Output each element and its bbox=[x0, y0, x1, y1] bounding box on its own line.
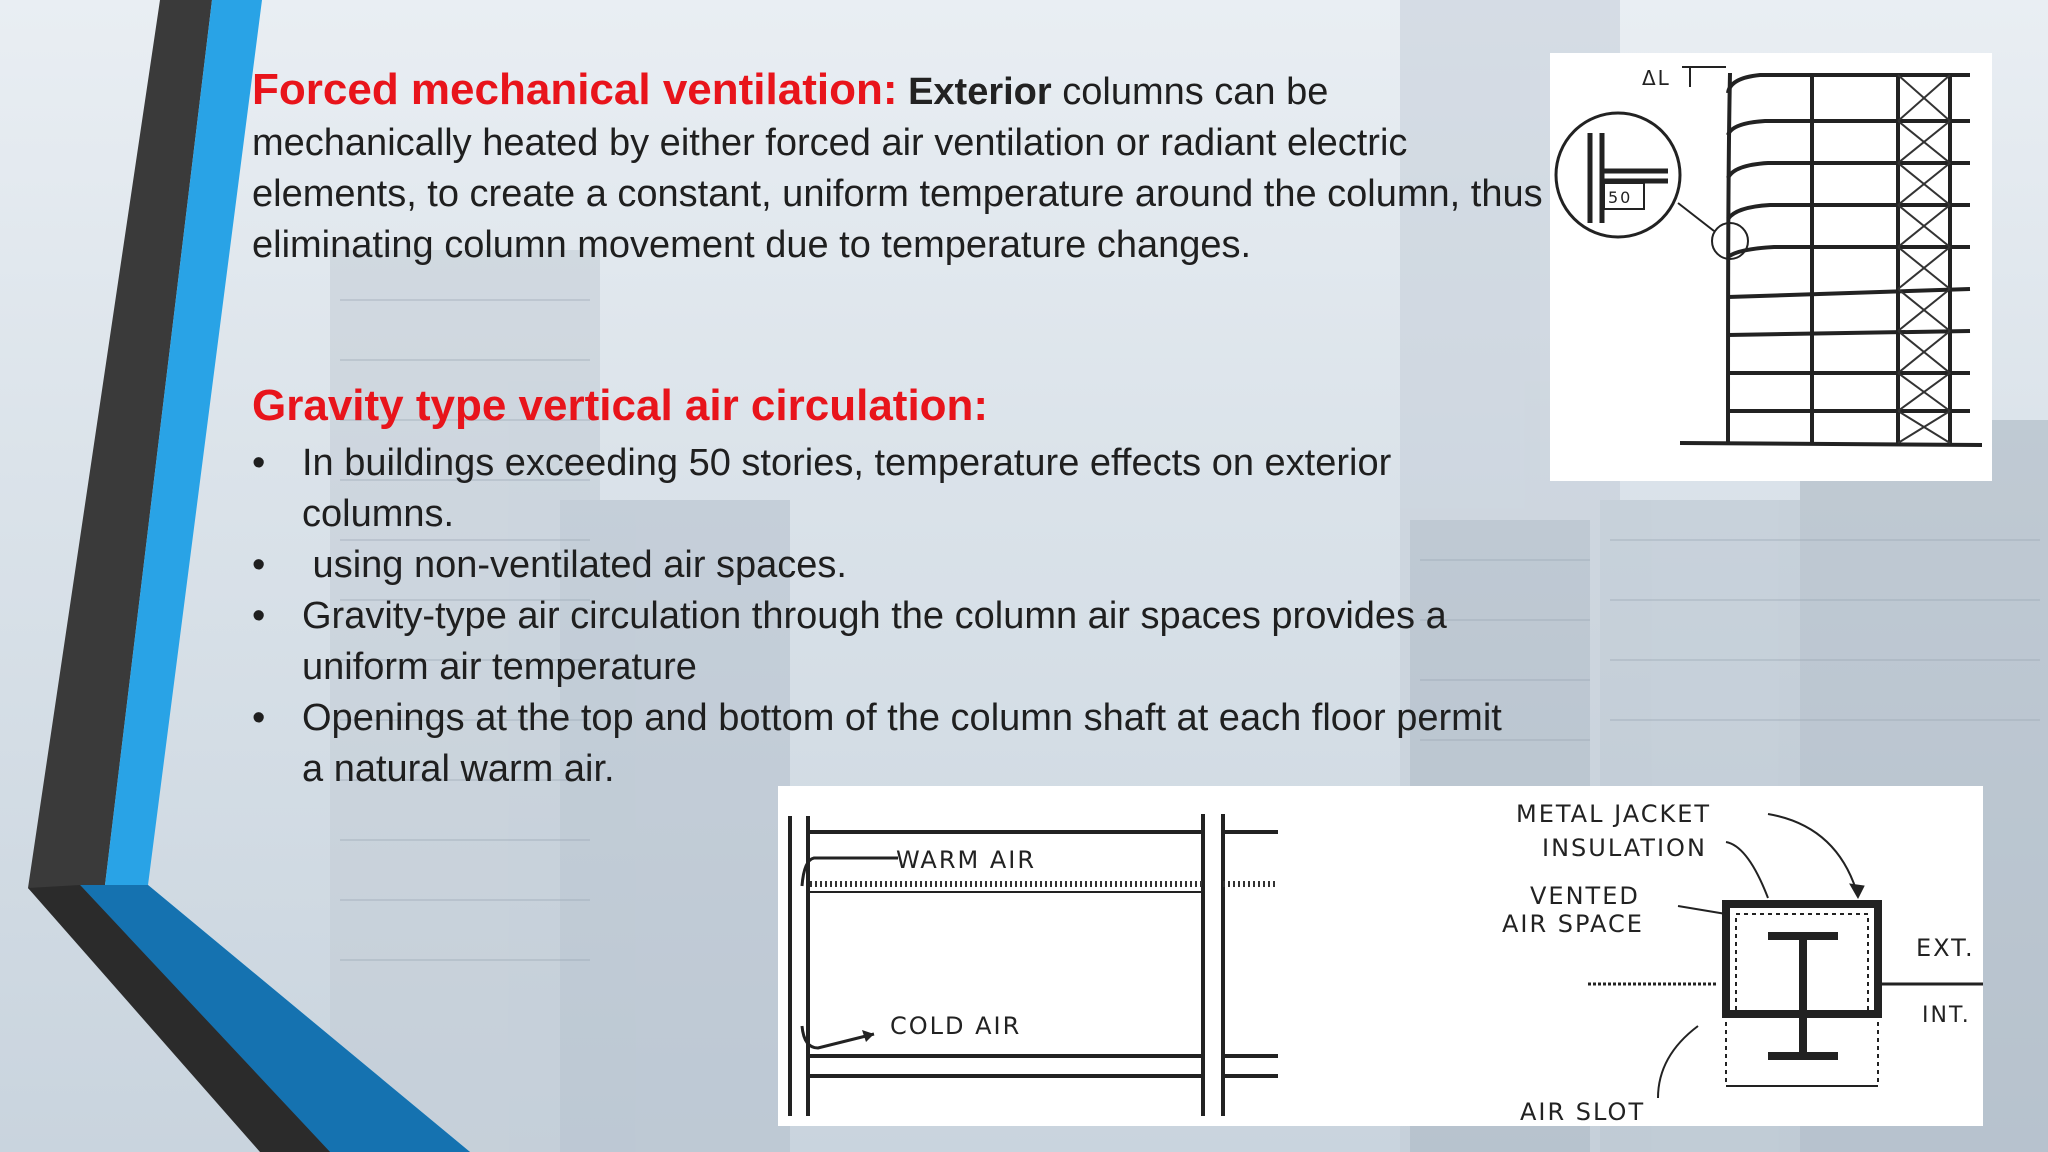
bullet-text: Gravity-type air circulation through the column air spaces provides a uniform air temperature bbox=[302, 595, 1447, 688]
air-circulation-figure bbox=[778, 786, 1983, 1126]
bullet-marker: • bbox=[252, 697, 266, 739]
bullet-marker: • bbox=[252, 442, 266, 484]
air-space-label: AIR SPACE bbox=[1502, 910, 1644, 938]
building-frame-drawing bbox=[1550, 53, 1992, 481]
air-slot-label: AIR SLOT bbox=[1520, 1098, 1646, 1126]
list-item bbox=[252, 540, 1532, 591]
gravity-bullet-list bbox=[252, 438, 1532, 795]
section-gravity-circulation bbox=[252, 380, 1552, 795]
forced-ventilation-paragraph bbox=[252, 64, 1552, 271]
building-frame-figure bbox=[1550, 53, 1992, 481]
column-detail-circle bbox=[1556, 113, 1680, 237]
forced-ventilation-heading: Forced mechanical ventilation: bbox=[252, 65, 898, 114]
bullet-marker: • bbox=[252, 544, 266, 586]
detail-label: 50 bbox=[1608, 188, 1633, 207]
int-label: INT. bbox=[1922, 1003, 1971, 1028]
exterior-bold-word: Exterior bbox=[908, 71, 1052, 113]
bullet-text: Openings at the top and bottom of the column shaft at each floor permit a natural warm air. bbox=[302, 697, 1502, 790]
cold-air-label: COLD AIR bbox=[890, 1012, 1022, 1040]
metal-jacket-label: METAL JACKET bbox=[1516, 800, 1712, 828]
forced-ventilation-text: columns can be mechanically heated by either forced air ventilation or radiant electric elements, to create a constant, uniform temperature around the column, thus eliminating column movement due to temperature changes. bbox=[252, 71, 1543, 266]
bullet-text: In buildings exceeding 50 stories, temperature effects on exterior columns. bbox=[302, 442, 1392, 535]
list-item bbox=[252, 693, 1502, 795]
list-item bbox=[252, 591, 1532, 693]
insulation-label: INSULATION bbox=[1542, 834, 1707, 862]
vented-label: VENTED bbox=[1530, 882, 1640, 910]
delta-l-label: ΔL bbox=[1642, 66, 1671, 90]
list-item bbox=[252, 438, 1532, 540]
section-forced-ventilation bbox=[252, 64, 1552, 271]
warm-air-label: WARM AIR bbox=[896, 846, 1037, 874]
bullet-marker: • bbox=[252, 595, 266, 637]
ext-label: EXT. bbox=[1916, 934, 1975, 962]
gravity-circulation-heading: Gravity type vertical air circulation: bbox=[252, 381, 989, 430]
bullet-text: using non-ventilated air spaces. bbox=[302, 544, 847, 586]
air-circulation-drawing bbox=[778, 786, 1983, 1126]
